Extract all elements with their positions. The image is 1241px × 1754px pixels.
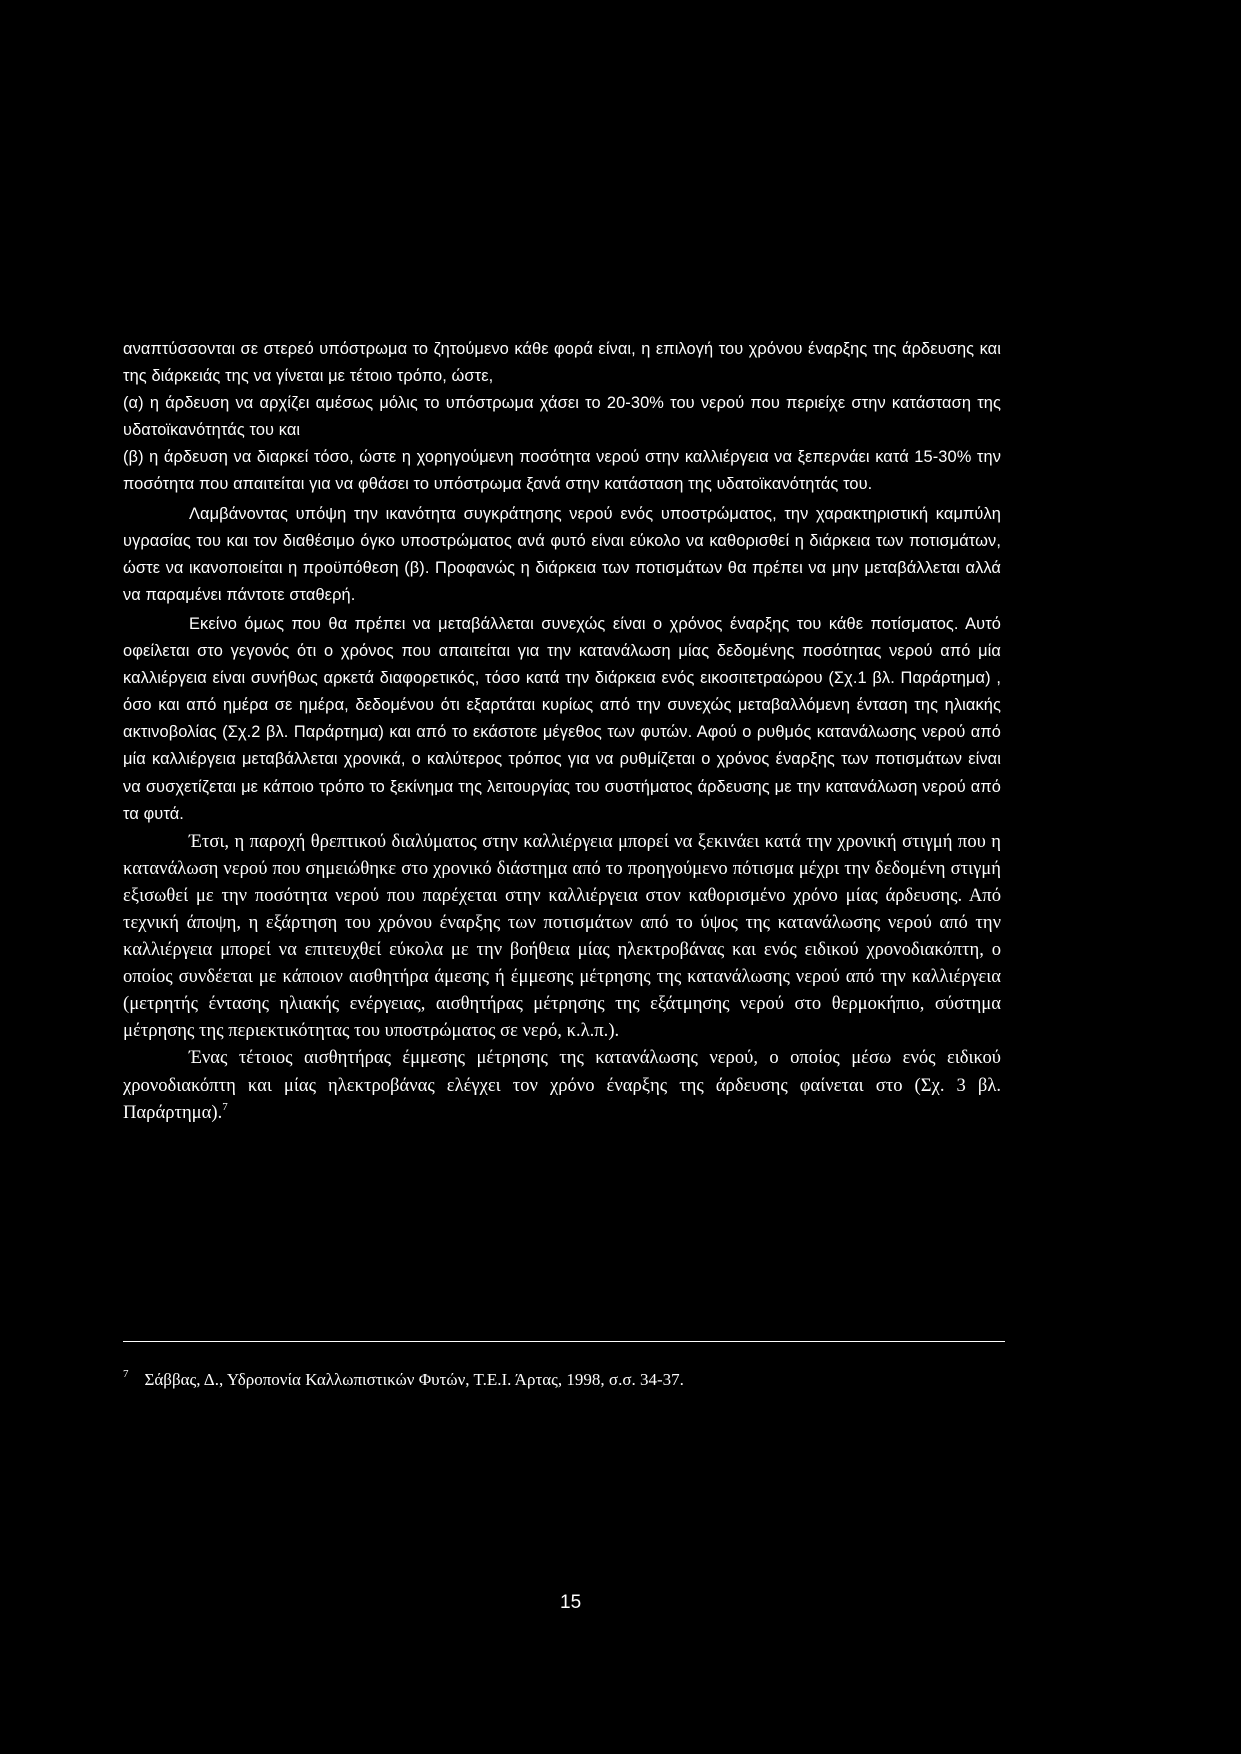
footnote-author: Σάββας, Δ. — [144, 1370, 219, 1389]
paragraph-condition-a: (α) η άρδευση να αρχίζει αμέσως μόλις το υπόστρωμα χάσει το 20-30% του νερού που περιείχε στην κατάσταση της υδατοϊκανότητάς του και — [123, 394, 1001, 440]
footnote — [123, 1368, 1023, 1392]
footnote-marker: 7 — [123, 1368, 129, 1380]
paragraph-start-time: Εκείνο όμως που θα πρέπει να μεταβάλλεται συνεχώς είναι ο χρόνος έναρξης του κάθε ποτίσματος. Αυτό οφείλεται στο γεγονός ότι ο χρόνος που απαιτείται για την κατανάλωση μίας δεδομένης ποσότητας νερού από μία καλλιέργεια είναι συνήθως αρκετά διαφορετικός, τόσο κατά την διάρκεια ενός εικοσιτετραώρου (Σχ.1 βλ. Παράρτημα) , όσο και από ημέρα σε ημέρα, δεδομένου ότι εξαρτάται κυρίως από την συνεχώς μεταβαλλόμενη ένταση της ηλιακής ακτινοβολίας (Σχ.2 βλ. Παράρτημα) και από το εκάστοτε μέγεθος των φυτών. Αφού ο ρυθμός κατανάλωσης νερού από μία καλλιέργεια μεταβάλλεται χρονικά, ο καλύτερος τρόπος για να ρυθμίζεται ο χρόνος έναρξης των ποτισμάτων είναι να συσχετίζεται με κάποιο τρόπο το ξεκίνημα της λειτουργίας του συστήματος άρδευσης με την κατανάλωση νερού από τα φυτά. — [123, 614, 1001, 823]
footnote-divider — [123, 1341, 1005, 1342]
footnote-citation: , Υδροπονία Καλλωπιστικών Φυτών, Τ.Ε.Ι. Άρτας, 1998, σ.σ. 34-37. — [218, 1370, 684, 1389]
paragraph-sensor — [123, 1044, 1001, 1125]
body-text — [123, 336, 1001, 1126]
paragraph-supply: Έτσι, η παροχή θρεπτικού διαλύματος στην καλλιέργεια μπορεί να ξεκινάει κατά την χρονική στιγμή που η κατανάλωση νερού που σημειώθηκε στο χρονικό διάστημα από το προηγούμενο πότισμα μέχρι την δεδομένη στιγμή εξισωθεί με την ποσότητα νερού που παρέχεται στην καλλιέργεια στον καθορισμένο χρόνο μίας άρδευσης. Από τεχνική άποψη, η εξάρτηση του χρόνου έναρξης των ποτισμάτων από το ύψος της κατανάλωσης νερού από την καλλιέργεια μπορεί να επιτευχθεί εύκολα με την βοήθεια μίας ηλεκτροβάνας και ενός ειδικού χρονοδιακόπτη, ο οποίος συνδέεται με κάποιον αισθητήρα άμεσης ή έμμεσης μέτρησης της κατανάλωσης νερού από την καλλιέργεια (μετρητής έντασης ηλιακής ενέργειας, αισθητήρας μέτρησης της εξάτμησης νερού στο θερμοκήπιο, σύστημα μέτρησης της περιεκτικότητας του υποστρώματος σε νερό, κ.λ.π.). — [123, 830, 1001, 1042]
footnote-reference: 7 — [222, 1100, 228, 1113]
paragraph-sensor-text: Ένας τέτοιος αισθητήρας έμμεσης μέτρησης της κατανάλωσης νερού, ο οποίος μέσω ενός ειδικού χρονοδιακόπτη και μίας ηλεκτροβάνας ελέγχει τον χρόνο έναρξης της άρδευσης φαίνεται στο (Σχ. 3 βλ. Παράρτημα). — [123, 1047, 1001, 1123]
paragraph-condition-b: (β) η άρδευση να διαρκεί τόσο, ώστε η χορηγούμενη ποσότητα νερού στην καλλιέργεια να ξεπερνάει κατά 15-30% την ποσότητα που απαιτείται για να φθάσει το υπόστρωμα ξανά στην κατάσταση της υδατοϊκανότητάς του. — [123, 448, 1001, 494]
paragraph-intro: αναπτύσσονται σε στερεό υπόστρωμα το ζητούμενο κάθε φορά είναι, η επιλογή του χρόνου έναρξης της άρδευσης και της διάρκειάς της να γίνεται με τέτοιο τρόπο, ώστε, — [123, 340, 1001, 386]
page-number: 15 — [560, 1592, 582, 1613]
paragraph-duration: Λαμβάνοντας υπόψη την ικανότητα συγκράτησης νερού ενός υποστρώματος, την χαρακτηριστική καμπύλη υγρασίας του και τον διαθέσιμο όγκο υποστρώματος ανά φυτό είναι εύκολο να καθορισθεί η διάρκεια των ποτισμάτων, ώστε να ικανοποιείται η προϋπόθεση (β). Προφανώς η διάρκεια των ποτισμάτων θα πρέπει να μην μεταβάλλεται αλλά να παραμένει πάντοτε σταθερή. — [123, 504, 1001, 604]
